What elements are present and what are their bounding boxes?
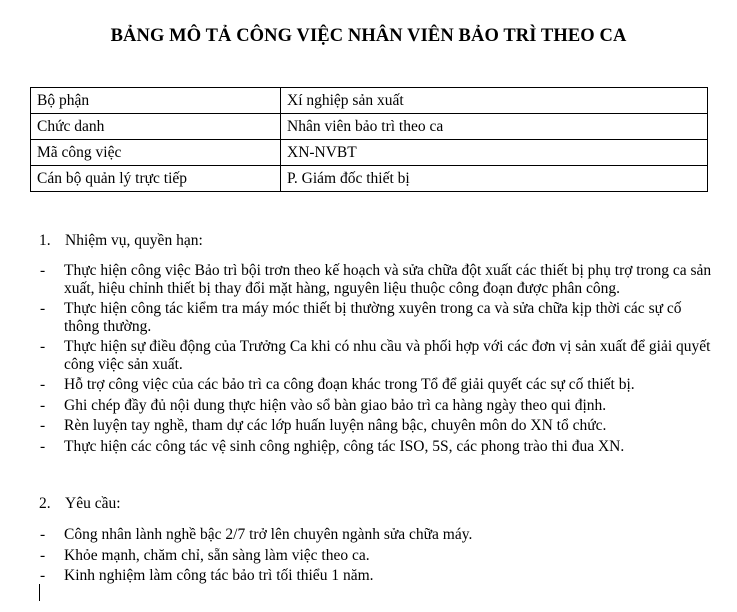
bullet-dash: -: [40, 396, 46, 414]
bullet-dash: -: [40, 417, 46, 434]
table-row: [31, 114, 708, 140]
bullet-dash: -: [40, 376, 46, 393]
bullet-dash: -: [40, 262, 46, 279]
table-cell-label: Bộ phận: [31, 88, 281, 114]
table-cell-label: Mã công việc: [31, 140, 281, 166]
table-row: [31, 88, 708, 114]
document-title: BẢNG MÔ TẢ CÔNG VIỆC NHÂN VIÊN BẢO TRÌ THEO CA: [110, 26, 627, 46]
bullet-dash: -: [40, 567, 46, 584]
list-item-text: Thực hiện công việc Bảo trì bội trơn theo kế hoạch và sửa chữa đột xuất các thiết bị phụ trợ trong ca sản xuất, hiệu chỉnh thiết bị thay đổi mặt hàng, nguyên liệu thuộc công đoạn được phân công.: [64, 262, 712, 297]
list-item-text: Thực hiện công tác kiểm tra máy móc thiết bị thường xuyên trong ca và sửa chữa kịp thời các sự cố thông thường.: [64, 300, 682, 335]
list-item: [40, 376, 712, 394]
list-item: [40, 397, 712, 415]
list-item-text: Thực hiện các công tác vệ sinh công nghiệp, công tác ISO, 5S, các phong trào thi đua XN.: [64, 437, 625, 455]
table-row: [31, 166, 708, 192]
list-item-text: Rèn luyện tay nghề, tham dự các lớp huấn luyện nâng bậc, chuyên môn do XN tổ chức.: [64, 417, 607, 434]
section-heading-duties: [39, 232, 203, 250]
list-item-text: Ghi chép đầy đủ nội dung thực hiện vào sổ bàn giao bảo trì ca hàng ngày theo qui định.: [64, 396, 607, 414]
bullet-dash: -: [40, 338, 46, 355]
bullet-dash: -: [40, 300, 46, 317]
list-item: [40, 547, 712, 565]
list-item: [40, 526, 712, 544]
table-cell-label: Chức danh: [31, 114, 281, 140]
duties-list: [40, 262, 712, 458]
bullet-dash: -: [40, 546, 46, 564]
table-cell-value: P. Giám đốc thiết bị: [281, 166, 708, 192]
section-number: 1.: [39, 232, 51, 249]
bullet-dash: -: [40, 437, 46, 455]
list-item-text: Hỗ trợ công việc của các bảo trì ca công đoạn khác trong Tổ để giải quyết các sự cố thiết bị.: [64, 376, 635, 393]
table-row: [31, 140, 708, 166]
table-cell-value: Nhân viên bảo trì theo ca: [281, 114, 708, 140]
list-item: [40, 262, 712, 297]
list-item-text: Công nhân lành nghề bậc 2/7 trở lên chuyên ngành sửa chữa máy.: [64, 526, 473, 543]
list-item: [40, 300, 712, 335]
list-item: [40, 567, 712, 585]
text-cursor[interactable]: [39, 584, 40, 601]
job-info-table: [30, 87, 708, 192]
section-heading: Nhiệm vụ, quyền hạn:: [65, 232, 203, 249]
list-item-text: Thực hiện sự điều động của Trưởng Ca khi có nhu cầu và phối hợp với các đơn vị sản xuất để giải quyết công việc sản xuất.: [64, 338, 711, 373]
table-cell-label: Cán bộ quản lý trực tiếp: [31, 166, 281, 192]
list-item-text: Khỏe mạnh, chăm chỉ, sẵn sàng làm việc theo ca.: [64, 546, 370, 564]
list-item: [40, 338, 712, 373]
list-item-text: Kinh nghiệm làm công tác bảo trì tối thiểu 1 năm.: [64, 567, 374, 584]
table-cell-value: XN-NVBT: [281, 140, 708, 166]
list-item: [40, 438, 712, 456]
section-heading-requirements: [39, 495, 121, 513]
bullet-dash: -: [40, 526, 46, 543]
requirements-list: [40, 526, 712, 588]
section-heading: Yêu cầu:: [65, 495, 121, 512]
list-item: [40, 417, 712, 435]
section-number: 2.: [39, 495, 51, 512]
table-cell-value: Xí nghiệp sản xuất: [281, 88, 708, 114]
